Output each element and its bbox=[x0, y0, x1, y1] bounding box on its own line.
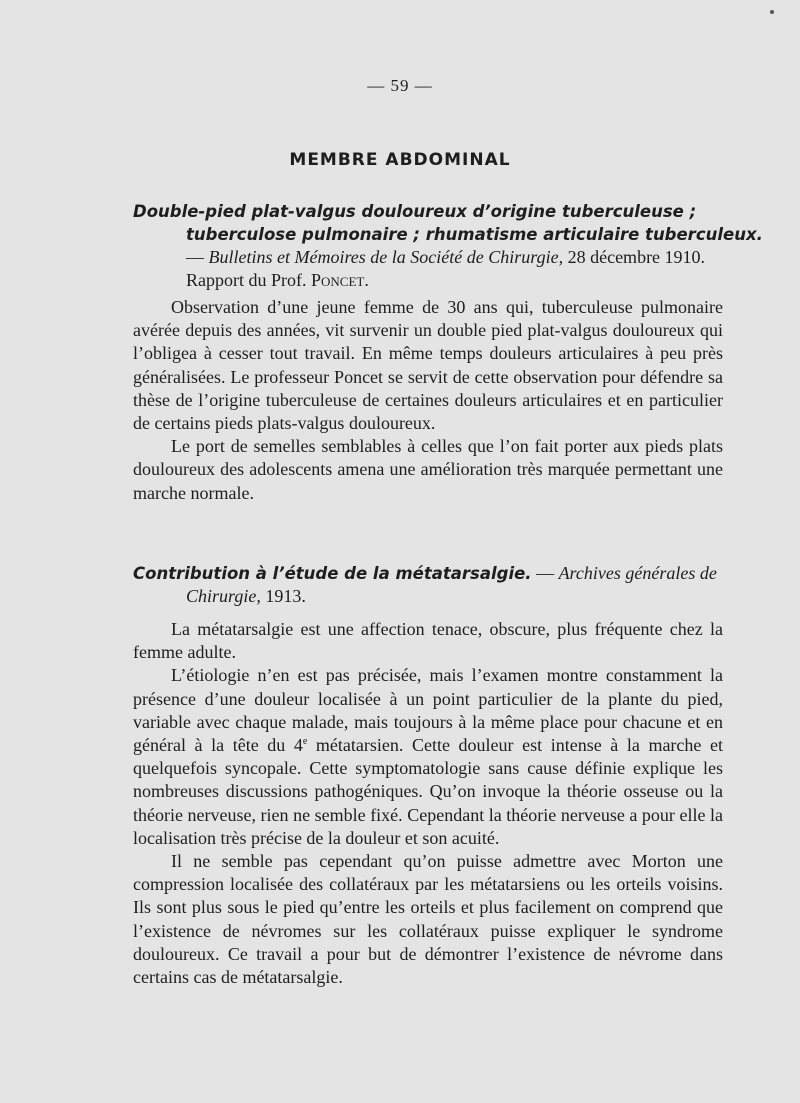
entry-1-dash: — bbox=[186, 247, 209, 267]
entry-2-paragraph: La métatarsalgie est une affection tenace, obscure, plus fréquente chez la femme adulte. bbox=[133, 619, 723, 663]
entry-2-date: 1913. bbox=[260, 586, 306, 606]
entry-1-source: Bulletins et Mémoires de la Société de Chirurgie, bbox=[208, 247, 564, 267]
entry-1-report-prefix: Rapport du Prof. bbox=[186, 270, 311, 290]
entry-1-paragraph: Le port de semelles semblables à celles que l’on fait porter aux pieds plats douloureux des adolescents amena une amélioration très marquée permettant une marche normale. bbox=[133, 436, 723, 503]
etiology-text-after: métatarsien. Cette douleur est intense à la marche et quelquefois syncopale. Cette symptomatologie sans cause définie explique les nombreuses discussions pathogéniques. Qu’on invoque la théorie osseuse ou la théorie nerveuse, rien ne semble fixé. Cependant la théorie nerveuse a pour elle la localisation très précise de la douleur et son acuité. bbox=[133, 735, 723, 848]
entry-2-title: Contribution à l’étude de la métatarsalgie. bbox=[133, 564, 532, 583]
entry-2-heading bbox=[133, 562, 776, 608]
entry-1-date: 28 décembre 1910. bbox=[563, 247, 706, 267]
entry-2-paragraph: Il ne semble pas cependant qu’on puisse admettre avec Morton une compression localisée des collatéraux par les métatarsiens ou les orteils voisins. Ils sont plus sous le pied qu’entre les orteils et plus facilement on comprend que l’existence de névromes sur les collatéraux puisse expliquer le syndrome douloureux. Ce travail a pour but de démontrer l’existence de névrome dans certains cas de métatarsalgie. bbox=[133, 851, 723, 988]
entry-2-paragraph-etiology bbox=[133, 664, 723, 850]
entry-2-body bbox=[133, 618, 723, 989]
entry-1-report-author: Poncet bbox=[311, 270, 365, 290]
entry-1-title: Double-pied plat-valgus douloureux d’origine tuberculeuse ; tuberculose pulmonaire ; rhumatisme articulaire tuberculeux. bbox=[133, 202, 763, 244]
page-number: — 59 — bbox=[367, 76, 433, 95]
entry-1-paragraph: Observation d’une jeune femme de 30 ans qui, tuberculeuse pulmonaire avérée depuis des années, vit survenir un double pied plat-valgus douloureux qui l’obligea à cesser tout travail. En même temps douleurs articulaires à peu près généralisées. Le professeur Poncet se servit de cette observation pour défendre sa thèse de l’origine tuberculeuse de certaines douleurs articulaires et en particulier de certains pieds plats-valgus douloureux. bbox=[133, 297, 723, 434]
etiology-text-before: L’étiologie n’en est pas précisée, mais l’examen montre constamment la présence d’une douleur localisée à un point particulier de la plante du pied, variable avec chaque malade, mais toujours à la même place pour chacune et en général à la tête du 4 bbox=[133, 665, 723, 756]
scan-speck bbox=[770, 10, 774, 14]
etiology-superscript: e bbox=[302, 736, 308, 748]
entry-1-heading bbox=[133, 200, 776, 292]
section-title: MEMBRE ABDOMINAL bbox=[289, 150, 511, 170]
entry-2-dash: — bbox=[531, 563, 559, 583]
entry-1-report-suffix: . bbox=[364, 270, 369, 290]
entry-1-body bbox=[133, 296, 723, 505]
entry-2-source: Archives générales de Chirurgie, bbox=[186, 563, 717, 606]
